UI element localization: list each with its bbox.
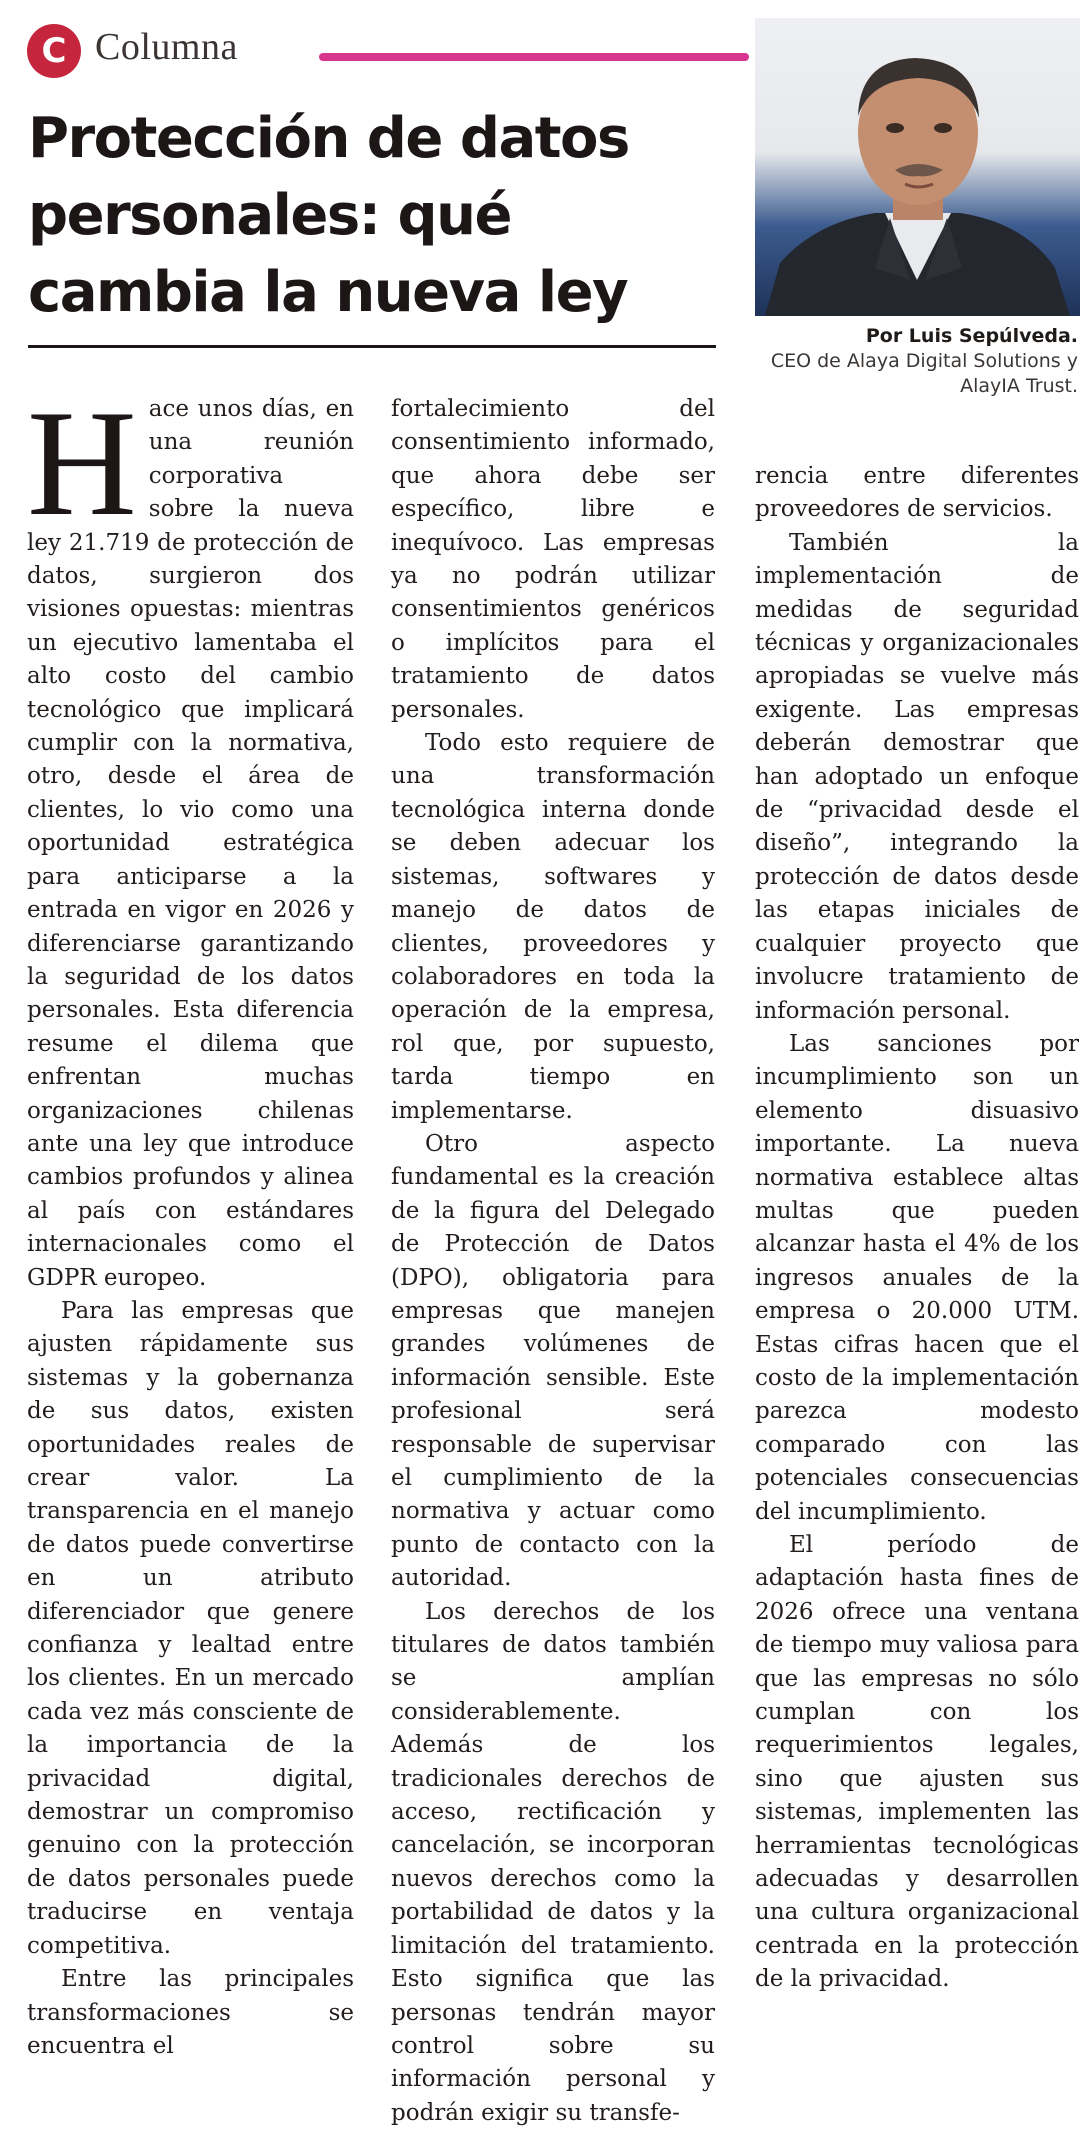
article-paragraph: Entre las principales transformaciones se encuentra el: [27, 1966, 354, 2059]
drop-cap: H: [27, 379, 137, 547]
author-name: Por Luis Sepúlveda.: [865, 325, 1078, 347]
article-paragraph: Todo esto requiere de una transformación tecnológica interna donde se deben adecuar los sistemas, softwares y manejo de datos de clientes, proveedores y colaboradores en toda la operación de la empresa, rol que, por supuesto, tarda tiempo en implementarse.: [391, 730, 715, 1124]
article-paragraph: rencia entre diferentes proveedores de servicios.: [755, 463, 1079, 523]
section-badge: C: [27, 24, 81, 78]
author-role: CEO de Alaya Digital Solutions y AlayIA Trust.: [770, 350, 1078, 397]
article-column-3: [755, 460, 1079, 1997]
article-headline: Protección de datos personales: qué cambia la nueva ley: [28, 106, 629, 325]
article-paragraph: Otro aspecto fundamental es la creación de la figura del Delegado de Protección de Datos (DPO), obligatoria para empresas que manejen grandes volúmenes de información sensible. Este profesional será responsable de supervisar el cumplimiento de la normativa y actuar como punto de contacto con la autoridad.: [391, 1130, 715, 1592]
section-label: Columna: [95, 26, 238, 68]
article-column-2: [391, 393, 715, 2130]
author-photo: [755, 18, 1080, 316]
article-paragraph: El período de adaptación hasta fines de 2026 ofrece una ventana de tiempo muy valiosa para que las empresas no sólo cumplan con los requerimientos legales, sino que ajusten sus sistemas, implementen las herramientas tecnológicas adecuadas y desarrollen una cultura organizacional centrada en la protección de la privacidad.: [755, 1532, 1079, 1993]
headline-divider: [28, 345, 716, 348]
article-paragraph: Las sanciones por incumplimiento son un elemento disuasivo importante. La nueva normativa establece altas multas que pueden alcanzar hasta el 4% de los ingresos anuales de la empresa o 20.000 UTM. Estas cifras hacen que el costo de la implementación parezca modesto comparado con las potenciales consecuencias del incumplimiento.: [755, 1030, 1079, 1525]
article-paragraph: Hace unos días, en una reunión corporativa sobre la nueva ley 21.719 de protección de datos, surgieron dos visiones opuestas: mientras un ejecutivo lamentaba el alto costo del cambio tecnológico que implicará cumplir con la normativa, otro, desde el área de clientes, lo vio como una oportunidad estratégica para anticiparse a la entrada en vigor en 2026 y diferenciarse garantizando la seguridad de los datos personales. Esta diferencia resume el dilema que enfrentan muchas organizaciones chilenas ante una ley que introduce cambios profundos y alinea al país con estándares internacionales como el GDPR europeo.: [27, 379, 354, 1291]
article-paragraph: Para las empresas que ajusten rápidamente sus sistemas y la gobernanza de sus datos, existen oportunidades reales de crear valor. La transparencia en el manejo de datos puede convertirse en un atributo diferenciador que genere confianza y lealtad entre los clientes. En un mercado cada vez más consciente de la importancia de la privacidad digital, demostrar un compromiso genuino con la protección de datos personales puede traducirse en ventaja competitiva.: [27, 1297, 354, 1959]
article-column-1: [27, 379, 354, 2063]
author-byline: [748, 324, 1078, 399]
section-header: [27, 20, 757, 80]
article-paragraph: También la implementación de medidas de seguridad técnicas y organizacionales apropiadas se vuelve más exigente. Las empresas deberán demostrar que han adoptado un enfoque de “privacidad desde el diseño”, integrando la protección de datos desde las etapas iniciales de cualquier proyecto que involucre tratamiento de información personal.: [755, 529, 1079, 1024]
article-paragraph: fortalecimiento del consentimiento informado, que ahora debe ser específico, libre e inequívoco. Las empresas ya no podrán utilizar consentimientos genéricos o implícitos para el tratamiento de datos personales.: [391, 396, 715, 723]
article-paragraph: Los derechos de los titulares de datos también se amplían considerablemente. Además de los tradicionales derechos de acceso, rectificación y cancelación, se incorporan nuevos derechos como la portabilidad de datos y la limitación del tratamiento. Esto significa que las personas tendrán mayor control sobre su información personal y podrán exigir su transfe-: [391, 1598, 715, 2126]
section-rule: [319, 53, 749, 61]
